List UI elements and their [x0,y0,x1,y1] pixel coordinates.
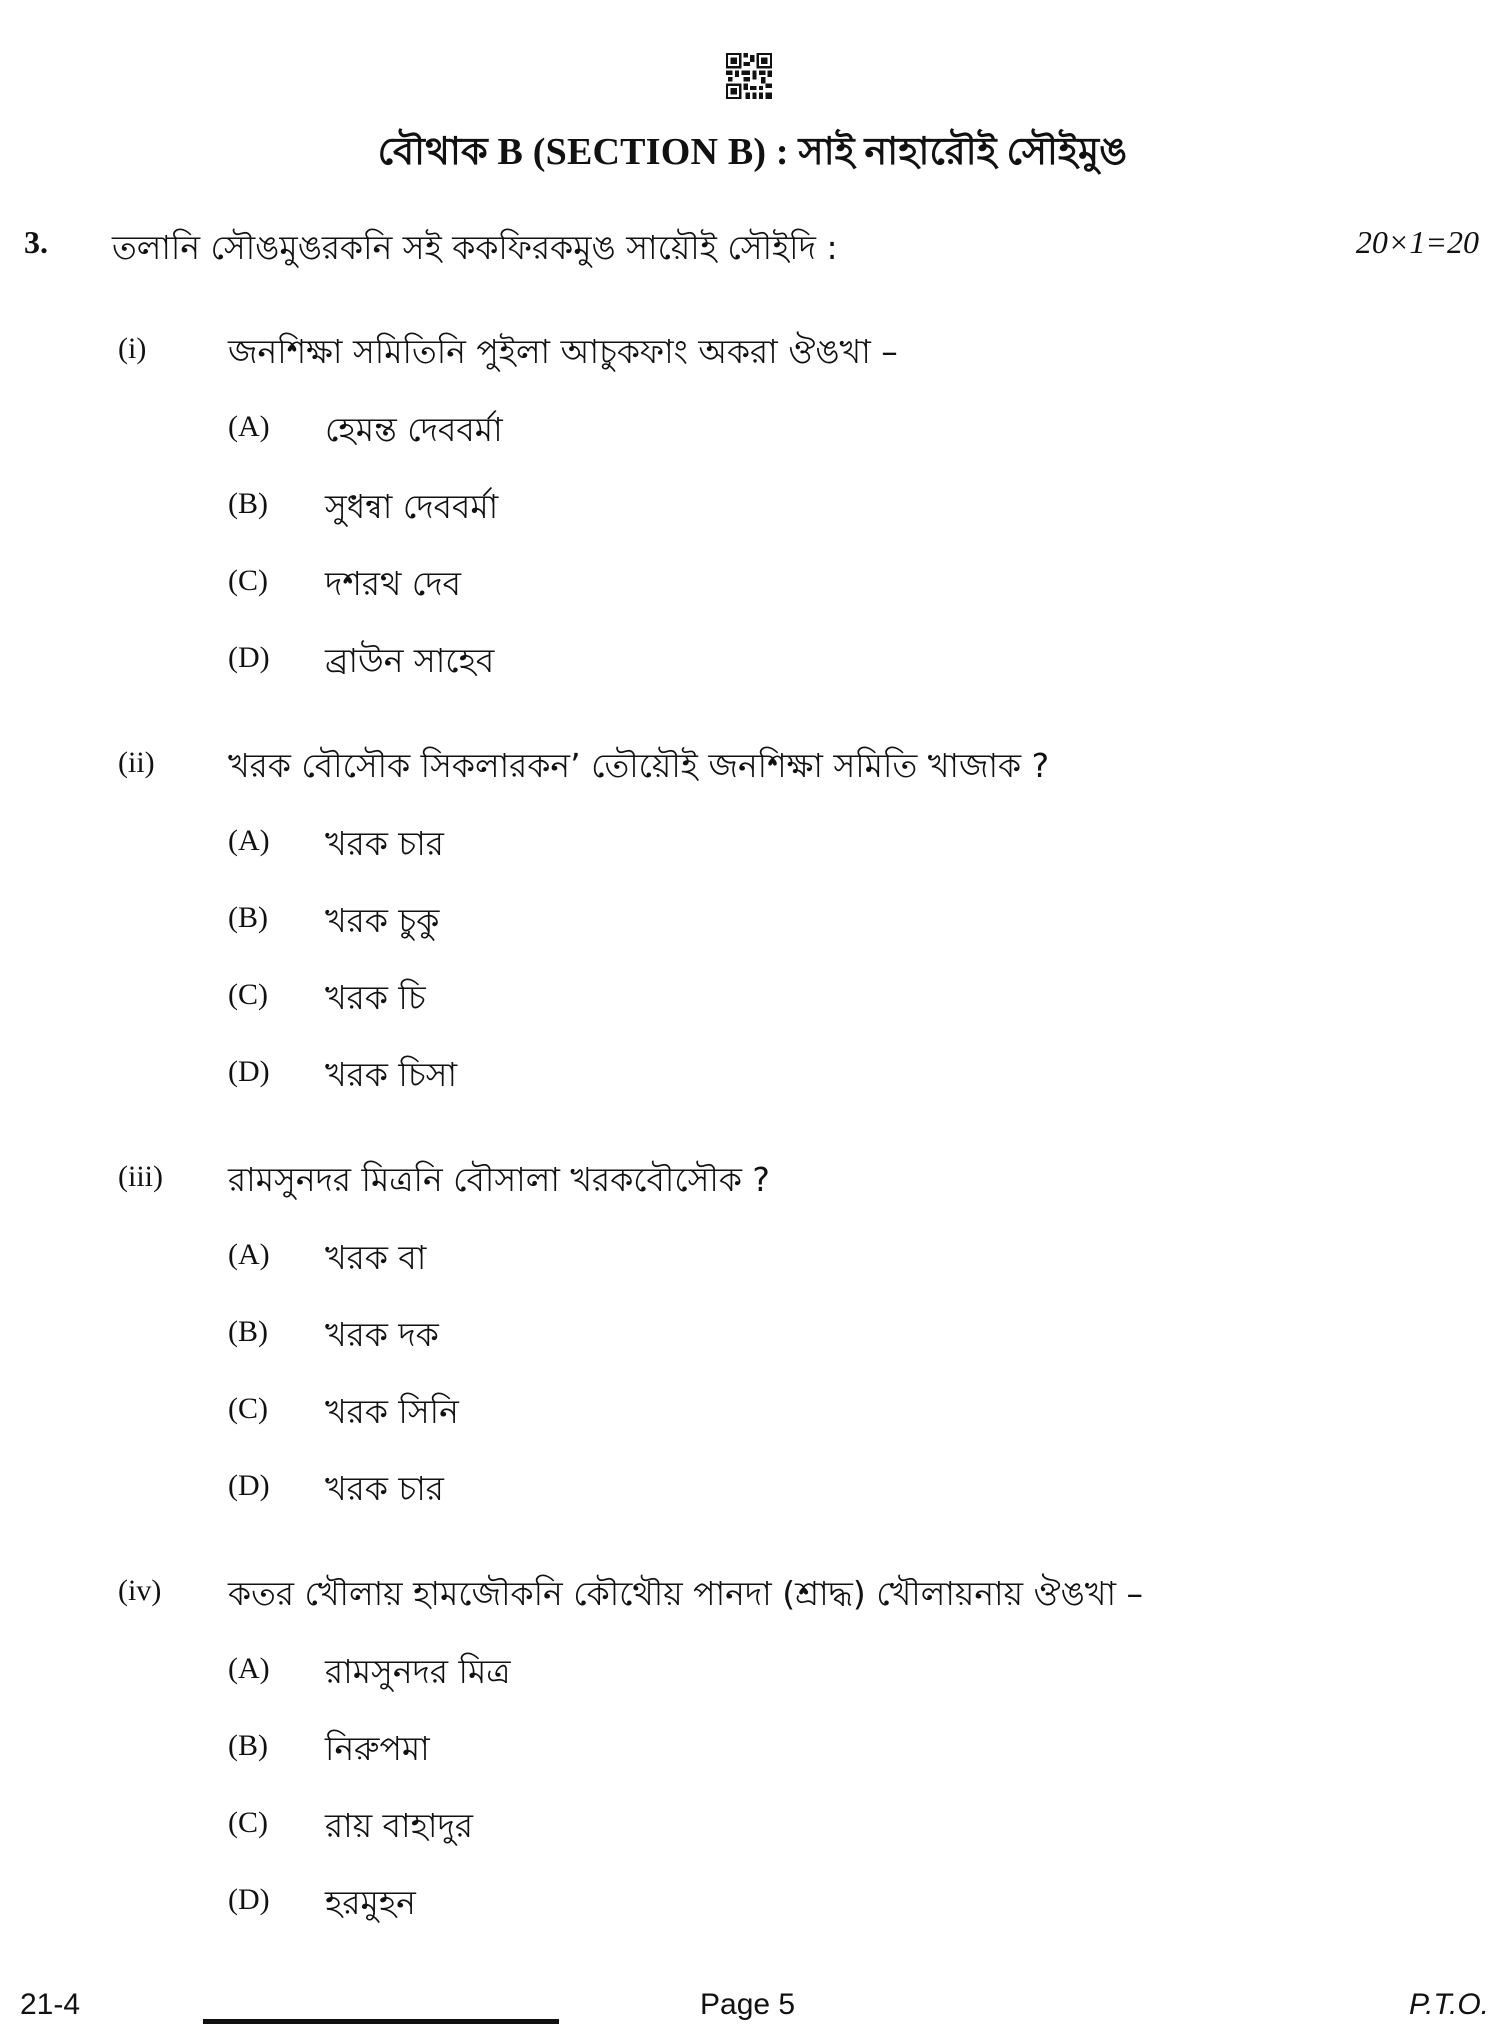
option-label: (D) [228,1883,270,1916]
question-header [0,220,1505,270]
option-text: হেমন্ত দেববর্মা [325,410,503,449]
option-label: (A) [228,824,270,857]
option-text: খরক চিসা [325,1055,458,1094]
option-label: (C) [228,978,268,1011]
option-label: (A) [228,1238,270,1271]
subquestion-text: রামসুনদর মিত্রনি বৌসালা খরকবৌসৌক ? [228,1160,770,1199]
subquestion-text: খরক বৌসৌক সিকলারকন’ তৌয়ৌই জনশিক্ষা সমিতি খাজাক ? [228,746,1050,785]
option-label: (D) [228,1469,270,1502]
option-text: ব্রাউন সাহেব [325,641,495,680]
subquestion-text: কতর খৌলায় হামজৌকনি কৌথৌয় পানদা (শ্রাদ্ধ) খৌলায়নায় ঔঙখা – [228,1574,1144,1613]
option-label: (C) [228,1806,268,1839]
option-c [0,558,600,608]
option-text: দশরথ দেব [325,564,461,603]
option-c [0,972,600,1022]
option-label: (D) [228,1055,270,1088]
subquestion-number: (iv) [118,1574,162,1607]
option-b [0,1723,600,1773]
option-text: খরক দক [325,1315,439,1354]
page-number: Page 5 [700,1988,796,2021]
option-text: খরক বা [325,1238,427,1277]
option-b [0,1309,600,1359]
option-label: (A) [228,410,270,443]
option-text: খরক সিনি [325,1392,459,1431]
option-label: (C) [228,564,268,597]
option-b [0,895,600,945]
question-marks: 20×1=20 [1355,224,1479,260]
option-text: সুধন্বা দেববর্মা [325,487,499,526]
question-instruction: তলানি সৌঙমুঙরকনি সই ককফিরকমুঙ সায়ৌই সৌইদি : [112,228,838,267]
option-a [0,1646,600,1696]
option-text: নিরুপমা [325,1729,430,1768]
pto-label: P.T.O. [1408,1988,1489,2021]
option-d [0,1877,600,1927]
option-c [0,1800,600,1850]
option-label: (B) [228,1729,268,1762]
option-label: (C) [228,1392,268,1425]
option-a [0,404,600,454]
option-text: খরক চার [325,824,444,863]
subquestion-number: (ii) [118,746,155,779]
option-text: রামসুনদর মিত্র [325,1652,511,1691]
option-text: হরমুহন [325,1883,416,1922]
option-d [0,1049,600,1099]
paper-code: 21-4 [20,1988,81,2021]
option-b [0,481,600,531]
option-label: (B) [228,1315,268,1348]
option-text: খরক চি [325,978,426,1017]
subquestion-number: (i) [118,332,147,365]
option-text: খরক চার [325,1469,444,1508]
option-a [0,818,600,868]
option-label: (B) [228,487,268,520]
section-title: বৌথাক B (SECTION B) : সাই নাহারৌই সৌইমুঙ [377,131,1128,173]
option-label: (B) [228,901,268,934]
subquestion-text: জনশিক্ষা সমিতিনি পুইলা আচুকফাং অকরা ঔঙখা – [228,332,898,371]
option-c [0,1386,600,1436]
option-d [0,1463,600,1513]
option-a [0,1232,600,1282]
option-label: (D) [228,641,270,674]
subquestion-number: (iii) [118,1160,163,1193]
footer-divider [203,2019,559,2024]
option-text: রায় বাহাদুর [325,1806,473,1845]
qr-code-icon [726,50,772,102]
question-number: 3. [24,224,48,260]
option-d [0,635,600,685]
option-label: (A) [228,1652,270,1685]
option-text: খরক চুকু [325,901,440,940]
